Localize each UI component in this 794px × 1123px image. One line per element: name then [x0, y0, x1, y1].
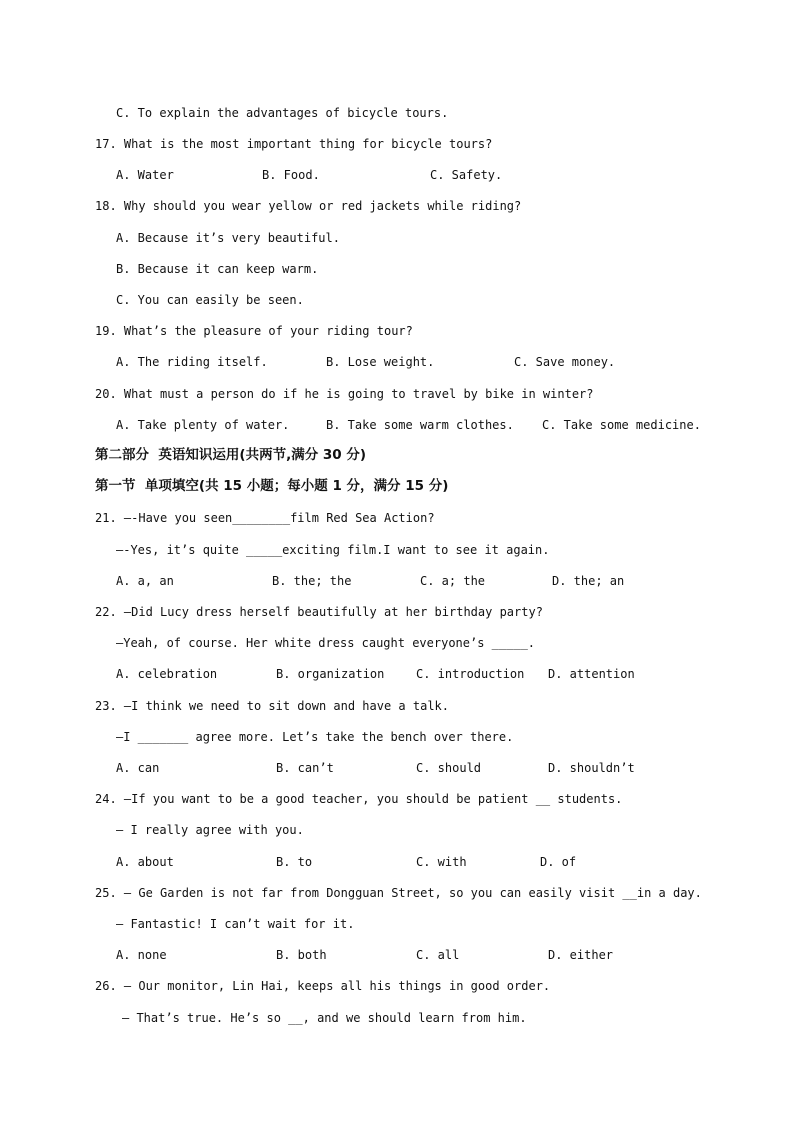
q19-option-c: C. Save money.: [514, 355, 616, 369]
q21-option-c: C. a; the: [420, 574, 486, 588]
q25-response: — Fantastic! I can’t wait for it.: [116, 917, 355, 931]
q18-option-b: B. Because it can keep warm.: [116, 262, 319, 276]
q22-option-b: B. organization: [276, 667, 385, 681]
question-26: 26. — Our monitor, Lin Hai, keeps all his things in good order.: [95, 979, 551, 993]
q23-option-b: B. can’t: [276, 761, 334, 775]
question-19: 19. What’s the pleasure of your riding tour?: [95, 324, 413, 338]
q22-option-d: D. attention: [548, 667, 635, 681]
q17-option-a: A. Water: [116, 168, 174, 182]
q25-option-a: A. none: [116, 948, 167, 962]
q26-response: — That’s true. He’s so __, and we should learn from him.: [122, 1011, 527, 1025]
question-17: 17. What is the most important thing for bicycle tours?: [95, 137, 493, 151]
q20-option-b: B. Take some warm clothes.: [326, 418, 514, 432]
part-2-heading: 第二部分 英语知识运用(共两节,满分 30 分): [95, 447, 367, 463]
q21-option-b: B. the; the: [272, 574, 352, 588]
question-22: 22. —Did Lucy dress herself beautifully at her birthday party?: [95, 605, 543, 619]
q25-option-c: C. all: [416, 948, 460, 962]
q24-option-d: D. of: [540, 855, 577, 869]
q16-option-c: C. To explain the advantages of bicycle tours.: [116, 106, 449, 120]
q20-option-a: A. Take plenty of water.: [116, 418, 290, 432]
q25-option-d: D. either: [548, 948, 614, 962]
q25-option-b: B. both: [276, 948, 327, 962]
q19-option-a: A. The riding itself.: [116, 355, 268, 369]
q23-option-d: D. shouldn’t: [548, 761, 635, 775]
q17-option-b: B. Food.: [262, 168, 320, 182]
q21-response: —-Yes, it’s quite _____exciting film.I want to see it again.: [116, 543, 550, 557]
q22-option-c: C. introduction: [416, 667, 525, 681]
q20-option-c: C. Take some medicine.: [542, 418, 701, 432]
q23-option-c: C. should: [416, 761, 482, 775]
question-25: 25. — Ge Garden is not far from Dongguan Street, so you can easily visit __in a day.: [95, 886, 702, 900]
section-1-heading: 第一节 单项填空(共 15 小题；每小题 1 分，满分 15 分): [95, 478, 449, 494]
q22-response: —Yeah, of course. Her white dress caught everyone’s _____.: [116, 636, 536, 650]
q24-response: — I really agree with you.: [116, 823, 304, 837]
q21-option-a: A. a, an: [116, 574, 174, 588]
question-23: 23. —I think we need to sit down and have a talk.: [95, 699, 450, 713]
q18-option-a: A. Because it’s very beautiful.: [116, 231, 340, 245]
q19-option-b: B. Lose weight.: [326, 355, 435, 369]
question-20: 20. What must a person do if he is going to travel by bike in winter?: [95, 387, 594, 401]
question-24: 24. —If you want to be a good teacher, you should be patient __ students.: [95, 792, 623, 806]
q21-option-d: D. the; an: [552, 574, 625, 588]
question-18: 18. Why should you wear yellow or red jackets while riding?: [95, 199, 522, 213]
q22-option-a: A. celebration: [116, 667, 218, 681]
question-21: 21. —-Have you seen________film Red Sea Action?: [95, 511, 435, 525]
q24-option-b: B. to: [276, 855, 313, 869]
q23-option-a: A. can: [116, 761, 160, 775]
q24-option-a: A. about: [116, 855, 174, 869]
q17-option-c: C. Safety.: [430, 168, 503, 182]
q23-response: —I _______ agree more. Let’s take the bench over there.: [116, 730, 514, 744]
q18-option-c: C. You can easily be seen.: [116, 293, 304, 307]
q24-option-c: C. with: [416, 855, 467, 869]
